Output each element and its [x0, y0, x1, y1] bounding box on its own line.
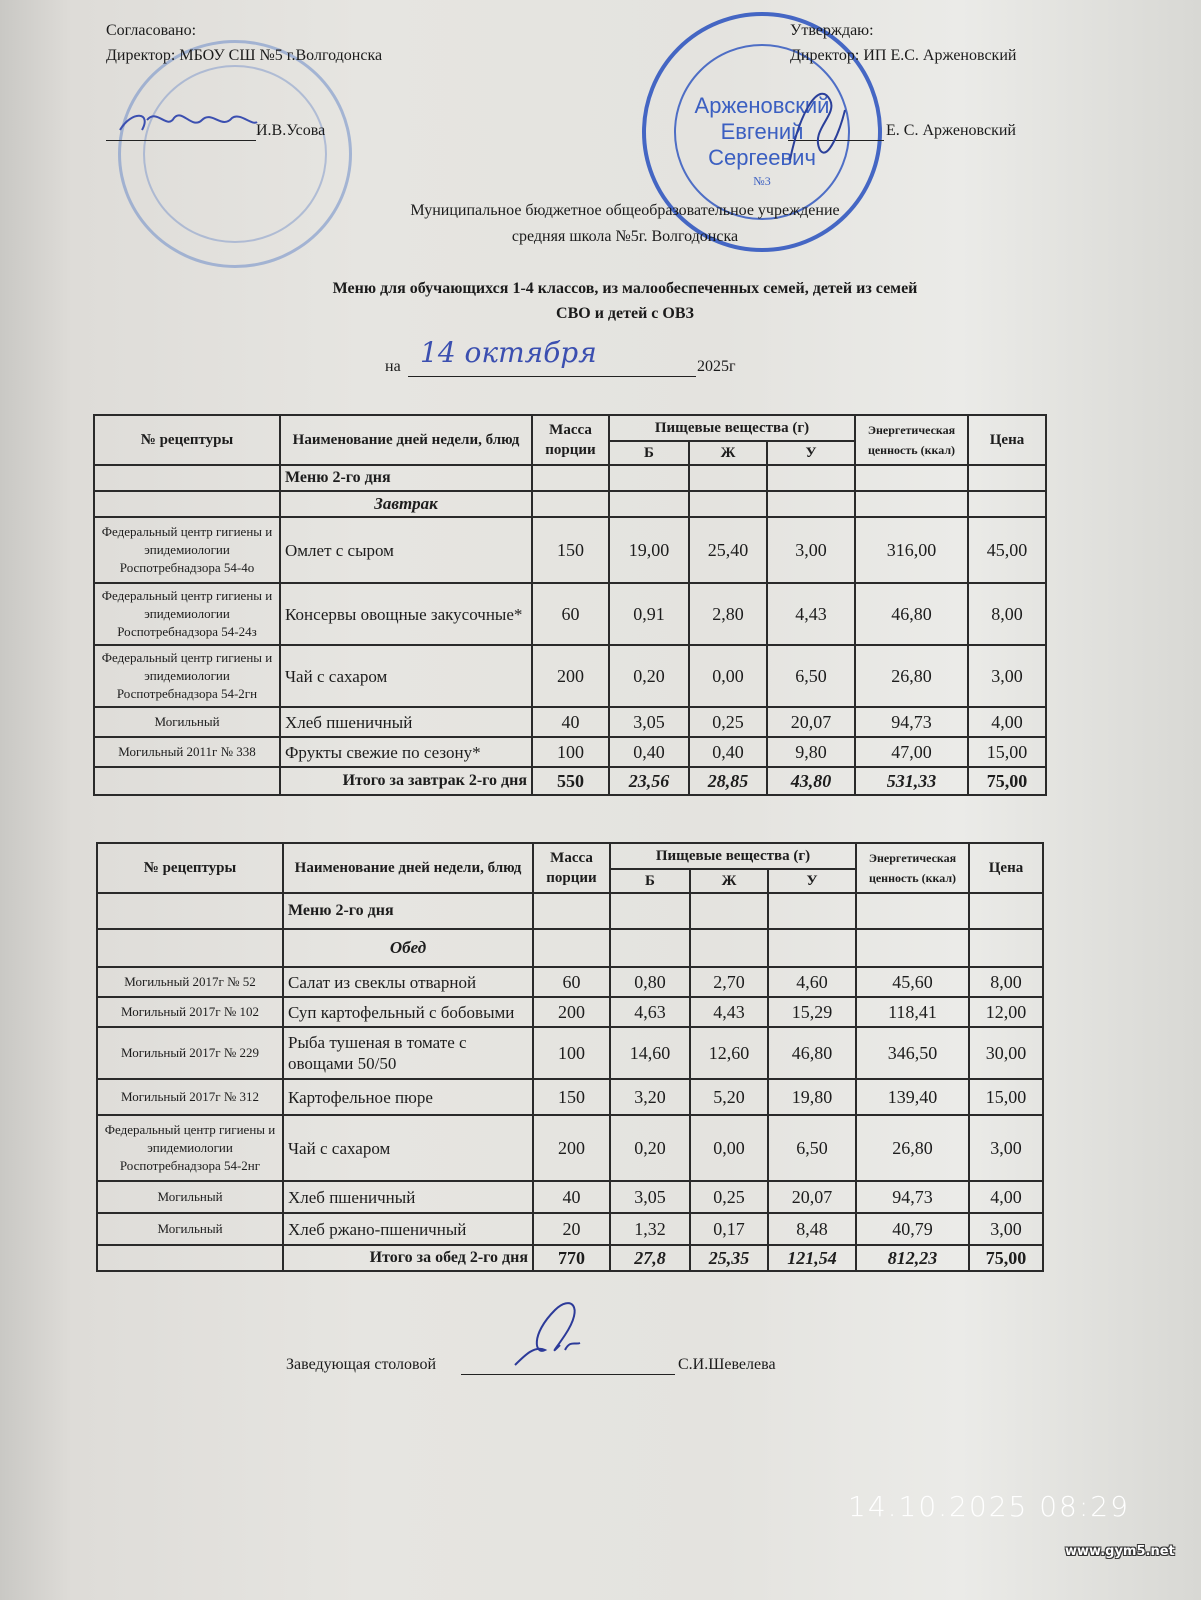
energy-cell: 40,79 — [856, 1213, 969, 1245]
recipe-cell: Могильный — [97, 1181, 283, 1213]
col-recipe-header: № рецептуры — [94, 415, 280, 465]
dish-cell: Фрукты свежие по сезону* — [280, 737, 532, 767]
carbs-cell: 19,80 — [768, 1079, 856, 1115]
energy-cell: 47,00 — [855, 737, 968, 767]
energy-cell: 139,40 — [856, 1079, 969, 1115]
dish-cell: Суп картофельный с бобовыми — [283, 997, 533, 1027]
table-row — [97, 1079, 1043, 1115]
protein-cell: 3,05 — [609, 707, 689, 737]
energy-cell: 118,41 — [856, 997, 969, 1027]
protein-cell: 14,60 — [610, 1027, 690, 1079]
stamp-number: №3 — [753, 174, 771, 188]
date-prefix: на — [385, 358, 401, 375]
mass-cell: 100 — [533, 1027, 610, 1079]
mass-cell: 200 — [533, 1115, 610, 1181]
dish-cell: Хлеб пшеничный — [283, 1181, 533, 1213]
protein-cell: 19,00 — [609, 517, 689, 583]
meal-label: Завтрак — [280, 491, 532, 517]
carbs-cell: 4,43 — [767, 583, 855, 645]
price-cell: 12,00 — [969, 997, 1043, 1027]
stamp-name-line: Сергеевич — [708, 145, 816, 170]
recipe-cell: Федеральный центр гигиены и эпидемиологии Роспотребнадзора 54-24з — [94, 583, 280, 645]
table-row — [97, 1213, 1043, 1245]
protein-cell: 1,32 — [610, 1213, 690, 1245]
table-row — [94, 517, 1046, 583]
total-energy: 812,23 — [856, 1245, 969, 1271]
fat-cell: 25,40 — [689, 517, 767, 583]
lunch-table — [96, 842, 1044, 1272]
fat-cell: 0,25 — [689, 707, 767, 737]
recipe-cell: Могильный — [94, 707, 280, 737]
carbs-cell: 6,50 — [767, 645, 855, 707]
col-dish-header: Наименование дней недели, блюд — [280, 415, 532, 465]
approved-left-label: Согласовано: — [106, 22, 197, 39]
carbs-cell: 20,07 — [767, 707, 855, 737]
dish-cell: Консервы овощные закусочные* — [280, 583, 532, 645]
price-cell: 4,00 — [968, 707, 1046, 737]
carbs-cell: 6,50 — [768, 1115, 856, 1181]
total-carbs: 43,80 — [767, 767, 855, 795]
approved-left-position: Директор: МБОУ СШ №5 г.Волгодонска — [106, 47, 383, 64]
col-protein-header: Б — [609, 441, 689, 465]
total-price: 75,00 — [969, 1245, 1043, 1271]
approved-right-label: Утверждаю: — [790, 22, 874, 39]
dish-cell: Омлет с сыром — [280, 517, 532, 583]
total-row — [94, 767, 1046, 795]
dish-cell: Чай с сахаром — [283, 1115, 533, 1181]
dish-cell: Рыба тушеная в томате с овощами 50/50 — [283, 1027, 533, 1079]
energy-cell: 346,50 — [856, 1027, 969, 1079]
dish-cell: Чай с сахаром — [280, 645, 532, 707]
stamp-name-line: Евгений — [720, 119, 804, 144]
col-recipe-header: № рецептуры — [97, 843, 283, 893]
protein-cell: 0,80 — [610, 967, 690, 997]
signature-arzhenovsky — [780, 70, 850, 170]
day-row — [94, 465, 1046, 491]
mass-cell: 20 — [533, 1213, 610, 1245]
dish-cell: Салат из свеклы отварной — [283, 967, 533, 997]
recipe-cell: Федеральный центр гигиены и эпидемиологии Роспотребнадзора 54-2нг — [97, 1115, 283, 1181]
protein-cell: 0,20 — [609, 645, 689, 707]
mass-cell: 40 — [532, 707, 609, 737]
col-carbs-header: У — [768, 869, 856, 893]
fat-cell: 0,00 — [690, 1115, 768, 1181]
mass-cell: 40 — [533, 1181, 610, 1213]
table-row — [94, 737, 1046, 767]
recipe-cell: Могильный 2017г № 229 — [97, 1027, 283, 1079]
table-row — [97, 967, 1043, 997]
table-row — [97, 997, 1043, 1027]
approved-right-name: Е. С. Арженовский — [886, 122, 1016, 139]
header-row — [97, 843, 1043, 869]
total-carbs: 121,54 — [768, 1245, 856, 1271]
col-fat-header: Ж — [689, 441, 767, 465]
mass-cell: 150 — [532, 517, 609, 583]
recipe-cell: Могильный 2011г № 338 — [94, 737, 280, 767]
mass-cell: 150 — [533, 1079, 610, 1115]
menu-title-line2: СВО и детей с ОВЗ — [556, 305, 694, 322]
recipe-cell: Могильный 2017г № 52 — [97, 967, 283, 997]
table-row — [97, 1115, 1043, 1181]
recipe-cell: Могильный — [97, 1213, 283, 1245]
energy-cell: 45,60 — [856, 967, 969, 997]
protein-cell: 4,63 — [610, 997, 690, 1027]
recipe-cell: Федеральный центр гигиены и эпидемиологии Роспотребнадзора 54-4о — [94, 517, 280, 583]
day-label: Меню 2-го дня — [280, 465, 532, 491]
mass-cell: 100 — [532, 737, 609, 767]
table-row — [94, 645, 1046, 707]
col-nutrients-header: Пищевые вещества (г) — [609, 415, 855, 441]
col-dish-header: Наименование дней недели, блюд — [283, 843, 533, 893]
fat-cell: 2,70 — [690, 967, 768, 997]
price-cell: 3,00 — [969, 1115, 1043, 1181]
site-watermark: www.gym5.net — [1065, 1544, 1175, 1559]
protein-cell: 0,20 — [610, 1115, 690, 1181]
fat-cell: 5,20 — [690, 1079, 768, 1115]
energy-cell: 94,73 — [855, 707, 968, 737]
col-price-header: Цена — [968, 415, 1046, 465]
carbs-cell: 15,29 — [768, 997, 856, 1027]
total-protein: 27,8 — [610, 1245, 690, 1271]
energy-cell: 26,80 — [855, 645, 968, 707]
carbs-cell: 46,80 — [768, 1027, 856, 1079]
menu-title-line1: Меню для обучающихся 1-4 классов, из малообеспеченных семей, детей из семей — [332, 280, 918, 297]
energy-cell: 316,00 — [855, 517, 968, 583]
footer-name: С.И.Шевелева — [678, 1356, 776, 1373]
price-cell: 8,00 — [969, 967, 1043, 997]
total-mass: 770 — [533, 1245, 610, 1271]
mass-cell: 60 — [533, 967, 610, 997]
total-protein: 23,56 — [609, 767, 689, 795]
protein-cell: 3,05 — [610, 1181, 690, 1213]
protein-cell: 0,91 — [609, 583, 689, 645]
date-handwritten: 14 октября — [420, 336, 597, 369]
recipe-cell: Могильный 2017г № 102 — [97, 997, 283, 1027]
table-row — [94, 707, 1046, 737]
table-row — [97, 1181, 1043, 1213]
total-fat: 28,85 — [689, 767, 767, 795]
dish-cell: Хлеб ржано-пшеничный — [283, 1213, 533, 1245]
recipe-cell: Могильный 2017г № 312 — [97, 1079, 283, 1115]
col-energy-header: Энергетическая ценность (ккал) — [856, 843, 969, 893]
mass-cell: 200 — [532, 645, 609, 707]
energy-cell: 26,80 — [856, 1115, 969, 1181]
stamp-name-line: Арженовский — [694, 93, 830, 118]
signature-usova — [112, 100, 262, 145]
protein-cell: 3,20 — [610, 1079, 690, 1115]
price-cell: 8,00 — [968, 583, 1046, 645]
price-cell: 15,00 — [968, 737, 1046, 767]
mass-cell: 200 — [533, 997, 610, 1027]
date-year: 2025г — [697, 358, 736, 375]
fat-cell: 0,25 — [690, 1181, 768, 1213]
price-cell: 4,00 — [969, 1181, 1043, 1213]
fat-cell: 0,40 — [689, 737, 767, 767]
fat-cell: 2,80 — [689, 583, 767, 645]
org-name-line2: средняя школа №5г. Волгодонска — [511, 228, 739, 245]
meal-label: Обед — [283, 929, 533, 967]
carbs-cell: 3,00 — [767, 517, 855, 583]
col-mass-header: Масса порции — [533, 843, 610, 893]
price-cell: 30,00 — [969, 1027, 1043, 1079]
col-energy-header: Энергетическая ценность (ккал) — [855, 415, 968, 465]
total-fat: 25,35 — [690, 1245, 768, 1271]
price-cell: 15,00 — [969, 1079, 1043, 1115]
col-fat-header: Ж — [690, 869, 768, 893]
date-line — [408, 376, 696, 377]
carbs-cell: 20,07 — [768, 1181, 856, 1213]
fat-cell: 12,60 — [690, 1027, 768, 1079]
price-cell: 3,00 — [969, 1213, 1043, 1245]
carbs-cell: 8,48 — [768, 1213, 856, 1245]
col-protein-header: Б — [610, 869, 690, 893]
approved-right-position: Директор: ИП Е.С. Арженовский — [790, 47, 1017, 64]
breakfast-table — [93, 414, 1047, 796]
price-cell: 45,00 — [968, 517, 1046, 583]
dish-cell: Хлеб пшеничный — [280, 707, 532, 737]
energy-cell: 94,73 — [856, 1181, 969, 1213]
energy-cell: 46,80 — [855, 583, 968, 645]
total-price: 75,00 — [968, 767, 1046, 795]
price-cell: 3,00 — [968, 645, 1046, 707]
total-label: Итого за завтрак 2-го дня — [280, 767, 532, 795]
dish-cell: Картофельное пюре — [283, 1079, 533, 1115]
signature-sheveleva — [505, 1295, 595, 1375]
fat-cell: 4,43 — [690, 997, 768, 1027]
carbs-cell: 4,60 — [768, 967, 856, 997]
total-label: Итого за обед 2-го дня — [283, 1245, 533, 1271]
fat-cell: 0,17 — [690, 1213, 768, 1245]
table-row — [94, 583, 1046, 645]
col-nutrients-header: Пищевые вещества (г) — [610, 843, 856, 869]
total-mass: 550 — [532, 767, 609, 795]
total-row — [97, 1245, 1043, 1271]
org-name-line1: Муниципальное бюджетное общеобразовательное учреждение — [410, 202, 840, 219]
col-carbs-header: У — [767, 441, 855, 465]
approved-left-name: И.В.Усова — [256, 122, 326, 139]
header-row — [94, 415, 1046, 441]
meal-row — [97, 929, 1043, 967]
fat-cell: 0,00 — [689, 645, 767, 707]
mass-cell: 60 — [532, 583, 609, 645]
table-row — [97, 1027, 1043, 1079]
col-price-header: Цена — [969, 843, 1043, 893]
meal-row — [94, 491, 1046, 517]
photo-timestamp: 14.10.2025 08:29 — [848, 1490, 1130, 1523]
recipe-cell: Федеральный центр гигиены и эпидемиологии Роспотребнадзора 54-2гн — [94, 645, 280, 707]
footer-position: Заведующая столовой — [286, 1356, 437, 1373]
protein-cell: 0,40 — [609, 737, 689, 767]
day-row — [97, 893, 1043, 929]
col-mass-header: Масса порции — [532, 415, 609, 465]
day-label: Меню 2-го дня — [283, 893, 533, 929]
total-energy: 531,33 — [855, 767, 968, 795]
carbs-cell: 9,80 — [767, 737, 855, 767]
